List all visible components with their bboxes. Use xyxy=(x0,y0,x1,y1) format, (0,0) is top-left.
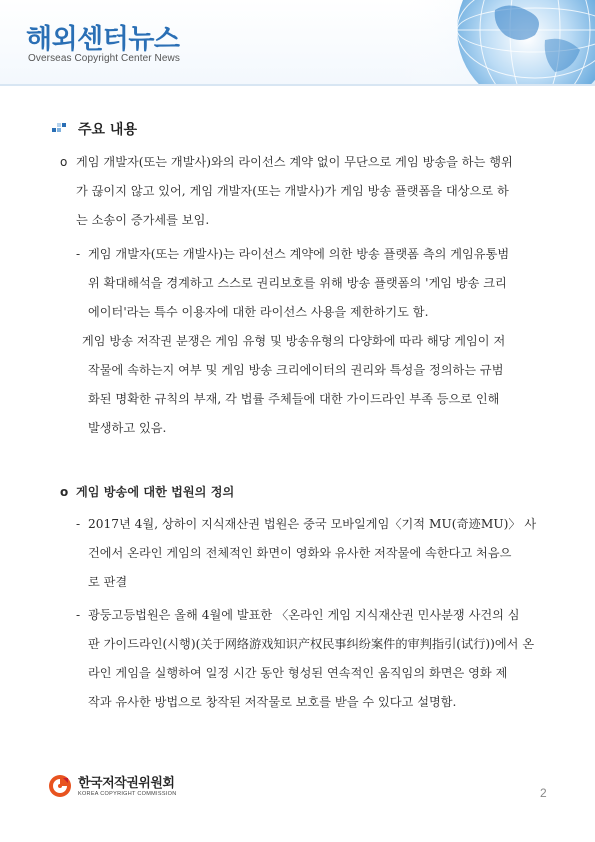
bullet-dash: - xyxy=(76,247,81,261)
text-line: 로 판결 xyxy=(88,575,128,589)
header-subtitle: Overseas Copyright Center News xyxy=(28,53,180,64)
section-title: 주요 내용 xyxy=(78,122,137,138)
text-line: 건에서 온라인 게임의 전체적인 화면이 영화와 유사한 저작물에 속한다고 처음으 xyxy=(88,546,512,560)
header-divider xyxy=(0,84,595,86)
text-line: 위 확대해석을 경계하고 스스로 권리보호를 위해 방송 플랫폼의 '게임 방송 크리 xyxy=(88,276,507,290)
logo-mark-icon xyxy=(48,774,72,798)
page-number: 2 xyxy=(540,786,547,800)
text-line: 는 소송이 증가세를 보임. xyxy=(76,213,210,227)
text-line: 라인 게임을 실행하여 일정 시간 동안 형성된 연속적인 움직임의 화면은 영화 제 xyxy=(88,666,508,680)
bullet-circle: o xyxy=(60,485,69,499)
text-line: 게임 개발자(또는 개발사)는 라이선스 계약에 의한 방송 플랫폼 측의 게임유통범 xyxy=(88,247,510,261)
page-header xyxy=(0,0,595,85)
text-line: 게임 방송 저작권 분쟁은 게임 유형 및 방송유형의 다양화에 따라 해당 게임이 저 xyxy=(82,334,506,348)
text-line: 에이터'라는 특수 이용자에 대한 라이선스 사용을 제한하기도 함. xyxy=(88,305,429,319)
text-line: 화된 명확한 규칙의 부재, 각 법률 주체들에 대한 가이드라인 부족 등으로 인해 xyxy=(88,392,500,406)
text-line: 작과 유사한 방법으로 창작된 저작물로 보호를 받을 수 있다고 설명함. xyxy=(88,695,457,709)
text-line: 판 가이드라인(시행)(关于网络游戏知识产权民事纠纷案件的审判指引(试行))에서 온 xyxy=(88,637,535,651)
text-line: 발생하고 있음. xyxy=(88,421,167,435)
bullet-dash: - xyxy=(76,608,81,622)
bullet-dash: - xyxy=(76,517,81,531)
header-title: 해외센터뉴스 xyxy=(26,24,180,55)
section-heading xyxy=(52,119,137,139)
text-line: 게임 개발자(또는 개발사)와의 라이선스 계약 없이 무단으로 게임 방송을 하는 행위 xyxy=(76,155,513,169)
subsection-heading: 게임 방송에 대한 법원의 정의 xyxy=(76,485,235,499)
text-line: 광둥고등법원은 올해 4월에 발표한 〈온라인 게임 지식재산권 민사분쟁 사건의 심 xyxy=(88,608,520,622)
text-line: 작물에 속하는지 여부 및 게임 방송 크리에이터의 권리와 특성을 정의하는 규범 xyxy=(88,363,504,377)
org-name-english: KOREA COPYRIGHT COMMISSION xyxy=(78,790,177,797)
text-line: 2017년 4월, 상하이 지식재산권 법원은 중국 모바일게임〈기적 MU(奇迹MU)〉 사 xyxy=(88,517,537,531)
text-line: 가 끊이지 않고 있어, 게임 개발자(또는 개발사)가 게임 방송 플랫폼을 대상으로 하 xyxy=(76,184,509,198)
globe-icon xyxy=(395,0,595,85)
bullet-squares-icon xyxy=(52,123,68,135)
bullet-circle: o xyxy=(60,155,68,169)
organization-logo xyxy=(48,774,176,798)
org-name: 한국저작권위원회 xyxy=(78,775,175,791)
